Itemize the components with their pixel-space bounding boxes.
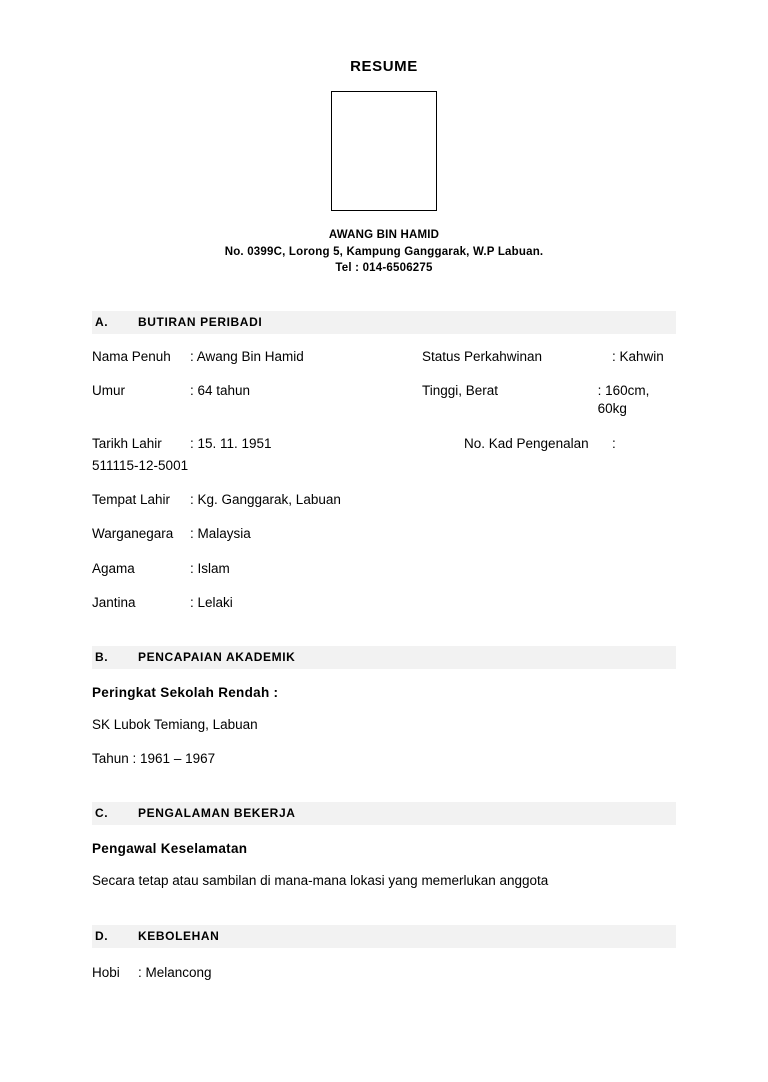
section-letter-c: C. [95, 806, 109, 821]
section-letter-b: B. [95, 649, 109, 664]
field-kad-pengenalan [422, 435, 676, 453]
academic-years: Tahun : 1961 – 1967 [92, 751, 216, 767]
field-value: : Malaysia [190, 526, 251, 542]
field-label: Tempat Lahir [92, 492, 171, 508]
candidate-phone: Tel : 014-6506275 [335, 262, 433, 275]
field-tarikh-lahir [92, 435, 422, 453]
field-label: Umur [92, 383, 125, 399]
academic-school: SK Lubok Temiang, Labuan [92, 716, 258, 732]
candidate-address: No. 0399C, Lorong 5, Kampung Ganggarak, W.P Labuan. [224, 245, 544, 258]
section-header-b [92, 646, 676, 669]
field-label: Status Perkahwinan [422, 349, 543, 365]
section-title-c: PENGALAMAN BEKERJA [138, 806, 296, 821]
field-value: : 15. 11. 1951 [190, 435, 272, 451]
personal-details-rows [92, 348, 676, 612]
field-hobi [92, 964, 676, 982]
field-value: : Awang Bin Hamid [190, 349, 304, 365]
header-contact-block [92, 227, 676, 277]
field-umur [92, 382, 422, 418]
table-row [92, 382, 676, 418]
field-value: : 64 tahun [190, 383, 251, 399]
section-title-b: PENCAPAIAN AKADEMIK [138, 649, 296, 664]
section-header-a [92, 311, 676, 334]
section-title-d: KEBOLEHAN [138, 928, 220, 943]
field-label: Tinggi, Berat [422, 383, 499, 399]
page-title: RESUME [350, 58, 418, 75]
field-nama-penuh [92, 348, 422, 366]
experience-description: Secara tetap atau sambilan di mana-mana lokasi yang memerlukan anggota [92, 873, 549, 889]
field-value: : Kg. Ganggarak, Labuan [190, 492, 341, 508]
field-label: Jantina [92, 594, 136, 610]
field-value: : Lelaki [190, 594, 233, 610]
field-value: : Kahwin [612, 349, 664, 365]
field-label: Warganegara [92, 526, 174, 542]
field-tinggi-berat [422, 382, 676, 418]
field-value: : 160cm, 60kg [597, 383, 650, 417]
section-header-d [92, 925, 676, 948]
table-row [92, 348, 676, 366]
field-label: Agama [92, 560, 135, 576]
section-header-c [92, 802, 676, 825]
field-label: Hobi [92, 964, 120, 980]
field-label: Tarikh Lahir [92, 435, 162, 451]
field-value: : [612, 435, 616, 451]
field-jantina [92, 594, 676, 612]
field-label: Nama Penuh [92, 349, 171, 365]
resume-page [0, 58, 768, 1082]
section-letter-a: A. [95, 315, 109, 330]
field-kad-pengenalan-number: 511115-12-5001 [92, 457, 189, 473]
field-status-perkahwinan [422, 348, 676, 366]
section-letter-d: D. [95, 928, 109, 943]
field-label: No. Kad Pengenalan [464, 435, 589, 451]
field-value: : Melancong [138, 964, 212, 980]
table-row [92, 435, 676, 453]
field-value: : Islam [190, 560, 230, 576]
field-tempat-lahir [92, 491, 676, 509]
experience-subheading: Pengawal Keselamatan [92, 841, 248, 857]
section-title-a: BUTIRAN PERIBADI [138, 315, 263, 330]
academic-subheading: Peringkat Sekolah Rendah : [92, 684, 279, 700]
field-agama [92, 560, 676, 578]
candidate-name: AWANG BIN HAMID [328, 229, 440, 241]
field-warganegara [92, 525, 676, 543]
photo-placeholder [331, 91, 437, 211]
